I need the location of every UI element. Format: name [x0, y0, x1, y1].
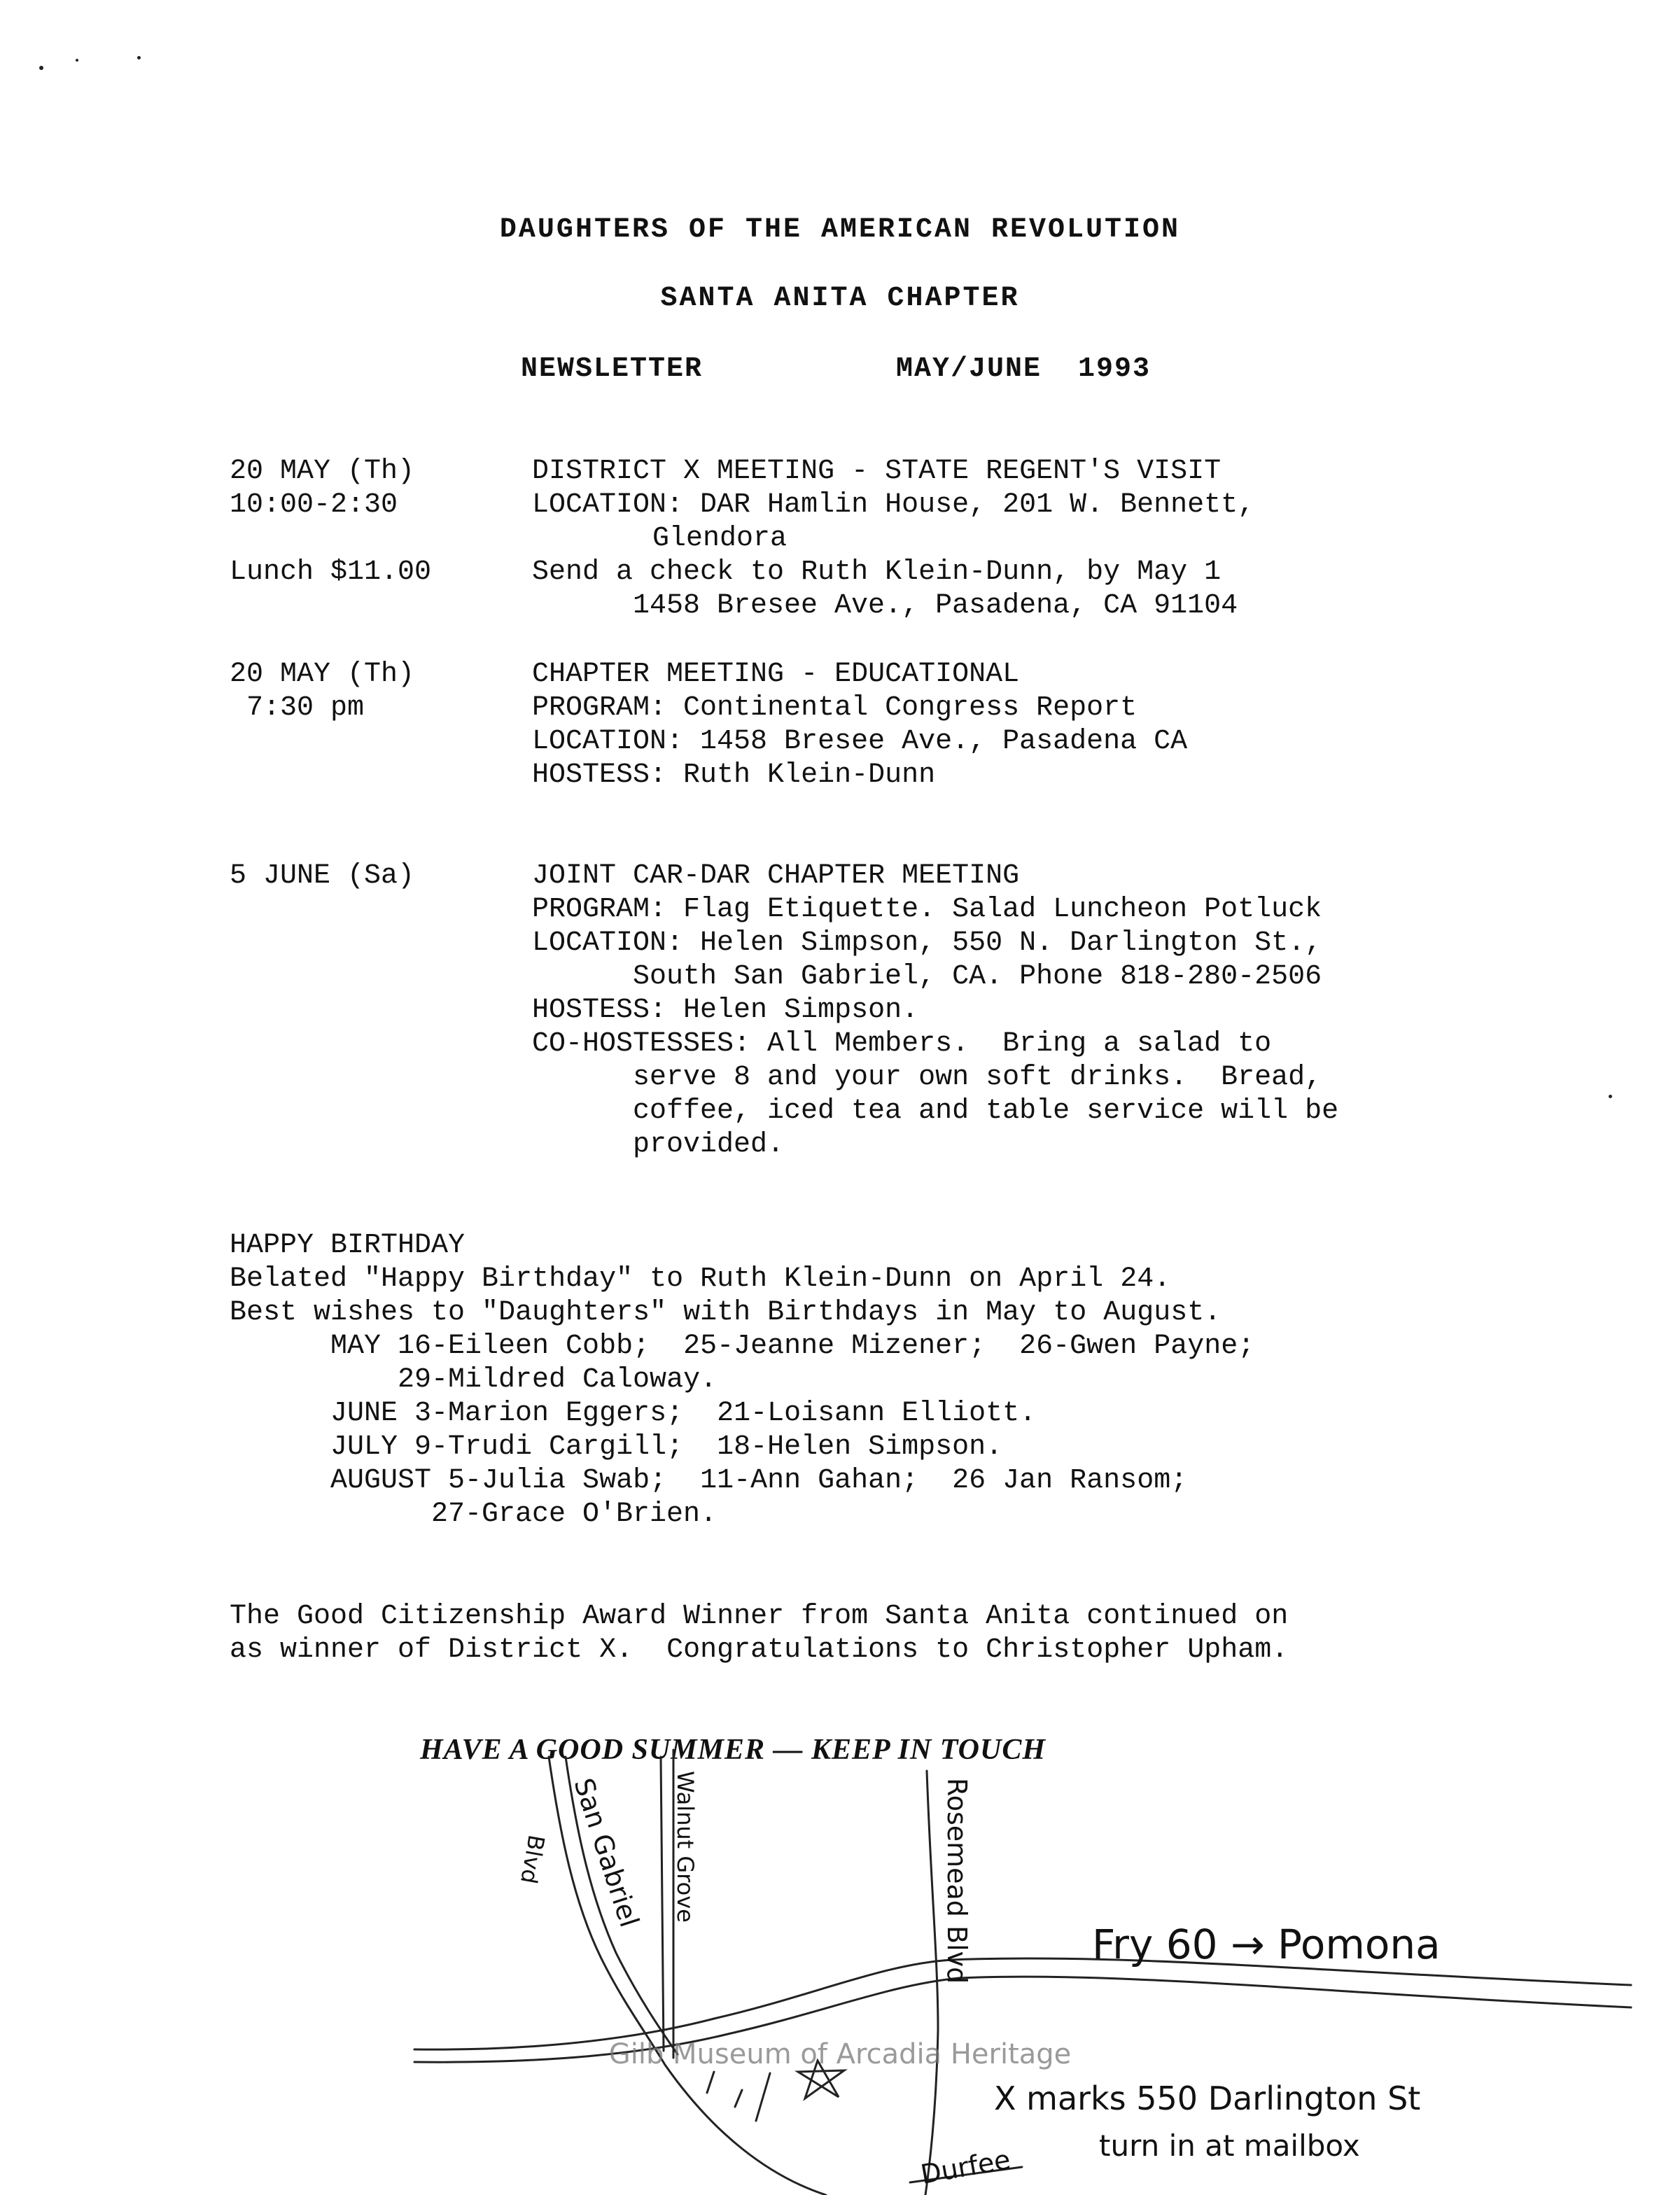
- award-text-cont: as winner of District X. Congratulations to Christopher Upham.: [230, 1634, 1289, 1666]
- event-3-cohostesses-cont-2: coffee, iced tea and table service will be: [633, 1095, 1339, 1127]
- award-text: The Good Citizenship Award Winner from Santa Anita continued on: [230, 1601, 1289, 1632]
- event-2-time: 7:30 pm: [246, 692, 365, 724]
- birthday-heading: HAPPY BIRTHDAY: [230, 1230, 465, 1261]
- newsletter-label: NEWSLETTER: [521, 353, 704, 385]
- event-1-lunch-instructions: Send a check to Ruth Klein-Dunn, by May 1: [532, 556, 1222, 588]
- event-1-location: LOCATION: DAR Hamlin House, 201 W. Bennett,: [532, 489, 1255, 521]
- walnut-grove-road: [661, 1757, 664, 2051]
- scan-speck: [76, 59, 78, 62]
- birthday-august: AUGUST 5-Julia Swab; 11-Ann Gahan; 26 Jan Ransom;: [330, 1465, 1188, 1496]
- scan-speck: [137, 56, 141, 59]
- map-note-mailbox: turn in at mailbox: [1099, 2129, 1360, 2163]
- event-3-location: LOCATION: Helen Simpson, 550 N. Darlington St.,: [532, 927, 1322, 959]
- closing-message: HAVE A GOOD SUMMER — KEEP IN TOUCH: [420, 1734, 1046, 1766]
- org-title: DAUGHTERS OF THE AMERICAN REVOLUTION: [499, 214, 1181, 246]
- event-2-hostess: HOSTESS: Ruth Klein-Dunn: [532, 759, 936, 791]
- chapter-title: SANTA ANITA CHAPTER: [660, 283, 1020, 314]
- event-1-lunch-address: 1458 Bresee Ave., Pasadena, CA 91104: [633, 590, 1238, 622]
- map-label-walnut-grove: Walnut Grove: [672, 1771, 699, 1923]
- event-3-title: JOINT CAR-DAR CHAPTER MEETING: [532, 860, 1020, 892]
- birthday-may-cont: 29-Mildred Caloway.: [398, 1364, 718, 1396]
- event-2-date: 20 MAY (Th): [230, 659, 415, 690]
- birthday-july: JULY 9-Trudi Cargill; 18-Helen Simpson.: [330, 1431, 1003, 1463]
- event-3-location-cont: South San Gabriel, CA. Phone 818-280-2506: [633, 961, 1322, 993]
- event-1-time: 10:00-2:30: [230, 489, 398, 521]
- scan-speck: [1609, 1095, 1612, 1098]
- birthday-august-cont: 27-Grace O'Brien.: [431, 1499, 718, 1530]
- event-3-date: 5 JUNE (Sa): [230, 860, 415, 892]
- scan-speck: [39, 66, 43, 70]
- event-1-date: 20 MAY (Th): [230, 456, 415, 487]
- event-1-title: DISTRICT X MEETING - STATE REGENT'S VISIT: [532, 456, 1222, 487]
- map-label-rosemead: Rosemead Blvd: [941, 1778, 972, 1984]
- map-label-durfee: Durfee: [918, 2144, 1013, 2190]
- map-label-blvd: Blvd: [514, 1832, 550, 1886]
- map-label-san-gabriel: San Gabriel: [568, 1774, 645, 1931]
- birthday-wishes: Best wishes to "Daughters" with Birthdays in May to August.: [230, 1297, 1222, 1328]
- event-3-program: PROGRAM: Flag Etiquette. Salad Luncheon Potluck: [532, 894, 1322, 925]
- event-3-hostess: HOSTESS: Helen Simpson.: [532, 995, 919, 1026]
- map-label-freeway: Fry 60 → Pomona: [1092, 1921, 1441, 1968]
- event-3-cohostesses-cont-1: serve 8 and your own soft drinks. Bread,: [633, 1062, 1322, 1093]
- event-3-cohostesses: CO-HOSTESSES: All Members. Bring a salad to: [532, 1028, 1272, 1060]
- event-3-cohostesses-cont-3: provided.: [633, 1129, 785, 1160]
- birthday-june: JUNE 3-Marion Eggers; 21-Loisann Elliott.: [330, 1398, 1037, 1429]
- issue-date: MAY/JUNE 1993: [896, 353, 1152, 385]
- birthday-belated: Belated "Happy Birthday" to Ruth Klein-Dunn on April 24.: [230, 1263, 1171, 1295]
- map-note-address: X marks 550 Darlington St: [994, 2080, 1421, 2117]
- event-2-title: CHAPTER MEETING - EDUCATIONAL: [532, 659, 1020, 690]
- event-1-lunch-price: Lunch $11.00: [230, 556, 432, 588]
- event-1-location-cont: Glendora: [652, 523, 788, 554]
- event-2-location: LOCATION: 1458 Bresee Ave., Pasadena CA: [532, 726, 1188, 757]
- event-2-program: PROGRAM: Continental Congress Report: [532, 692, 1138, 724]
- watermark: Gilb Museum of Arcadia Heritage: [608, 2038, 1072, 2070]
- birthday-may: MAY 16-Eileen Cobb; 25-Jeanne Mizener; 26-Gwen Payne;: [330, 1331, 1255, 1362]
